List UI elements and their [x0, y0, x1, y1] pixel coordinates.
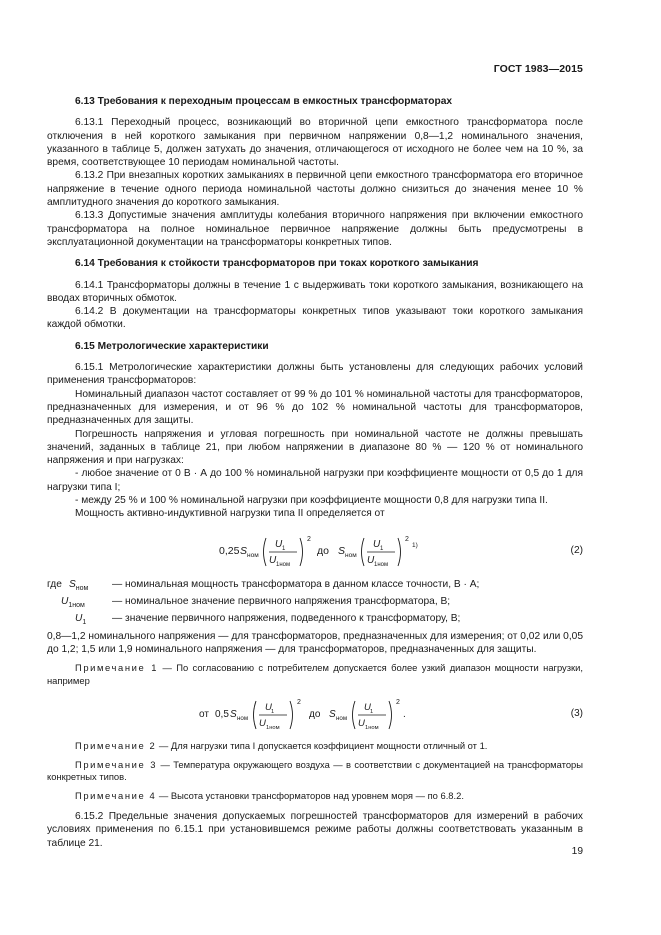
formula-3 — [47, 692, 583, 734]
page-number: 19 — [571, 846, 583, 857]
formula-2-conj: до — [317, 544, 329, 557]
formula-2-paren-left-1 — [264, 538, 267, 566]
formula-2-number: (2) — [570, 544, 583, 556]
section-6-13-title: 6.13 Требования к переходным процессам в емкостных трансформаторах — [75, 96, 453, 107]
formula-2 — [47, 528, 583, 572]
definition-u1 — [47, 612, 583, 629]
formula-2-exp-1: 2 — [307, 535, 311, 543]
note-3-label: Примечание 3 — [75, 758, 158, 770]
formula-2-u-den: U — [269, 554, 277, 566]
formula-2-u-den-2: U — [367, 554, 375, 566]
definition-s-nom — [47, 578, 583, 595]
formula-3-end: . — [403, 709, 406, 721]
paragraph-6-13-2: 6.13.2 При внезапных коротких замыканиях в первичной цепи емкостного трансформатора его вторичное напряжение в течение одного периода номинальной частоты должно снизиться до значения менее 10 % амплитудного значения до короткого замыкания. — [47, 170, 583, 209]
section-6-14-title: 6.14 Требования к стойкости трансформаторов при токах короткого замыкания — [75, 258, 479, 270]
paragraph-frequency-range: Номинальный диапазон частот составляет от 99 % до 101 % номинальной частоты для трансформаторов, предназначенных для измерения, и от 96 % до 102 % номинальной частоты для трансформаторов, предназначенных для защиты. — [47, 388, 583, 427]
formula-2-footnote: 1) — [412, 541, 418, 549]
formula-3-paren-left-1 — [254, 701, 257, 729]
formula-3-coef: 0,5 — [215, 709, 229, 721]
note-2 — [47, 740, 583, 753]
formula-2-u-num-2: U — [373, 538, 381, 550]
formula-3-u-den-sub: 1ном — [266, 725, 280, 732]
page-content — [47, 90, 583, 850]
formula-2-u-num: U — [275, 538, 283, 550]
paragraph-6-13-1: 6.13.1 Переходный процесс, возникающий во вторичной цепи емкостного трансформатора после отключения в ней короткого замыкания при первичном напряжении 0,8—1,2 номинального значения, указанного в таблице 5, должен затухать до значения, отличающегося от исходного не более чем на 10 %, за время, соответствующее 10 периодам номинальной частоты. — [47, 117, 583, 169]
formula-3-from: от — [199, 709, 209, 721]
formula-3-expression — [199, 692, 479, 734]
formula-3-u-den-sub-2: 1ном — [365, 725, 379, 732]
formula-3-s-sub: ном — [237, 715, 249, 723]
formula-2-u-den-sub-2: 1ном — [374, 561, 389, 568]
formula-3-number: (3) — [570, 708, 583, 720]
note-1-text: — По согласованию с потребителем допускается более узкий диапазон мощности нагрузки, например — [47, 662, 583, 686]
formula-definitions — [47, 578, 583, 657]
formula-2-u-num-sub: 1 — [282, 545, 286, 552]
formula-3-exp-2: 2 — [396, 699, 400, 707]
formula-2-exp-2: 2 — [405, 535, 409, 543]
formula-3-paren-right-1 — [290, 701, 293, 729]
formula-3-u-num: U — [265, 702, 272, 714]
formula-3-paren-right-2 — [389, 701, 392, 729]
formula-2-s-2: S — [338, 544, 346, 557]
note-3-text: — Температура окружающего воздуха — в соответствии с документацией на трансформаторы конкретных типов. — [47, 758, 583, 783]
note-2-label: Примечание 2 — [75, 740, 157, 752]
list-item-load-type-2: - между 25 % и 100 % номинальной нагрузки при коэффициенте мощности 0,8 для нагрузки типа II. — [75, 495, 548, 507]
formula-2-paren-right-2 — [398, 538, 401, 566]
note-2-text: — Для нагрузки типа I допускается коэффициент мощности отличный от 1. — [158, 740, 488, 752]
definitions-where: где — [47, 578, 62, 590]
formula-3-conj: до — [309, 709, 321, 721]
formula-2-paren-left-2 — [362, 538, 365, 566]
definition-text: — значение первичного напряжения, подведенного к трансформатору, В; — [112, 613, 461, 625]
paragraph-6-14-2: 6.14.2 В документации на трансформаторы конкретных типов указывают токи короткого замыкания каждой обмотки. — [47, 306, 583, 331]
note-4 — [47, 790, 583, 803]
note-1-label: Примечание 1 — [75, 662, 159, 674]
definition-symbol: $S_{ном}$ — [69, 578, 89, 592]
formula-2-coef: 0,25 — [219, 544, 240, 557]
formula-2-u-den-sub: 1ном — [276, 561, 291, 568]
formula-3-s-2: S — [329, 709, 336, 721]
definition-symbol: $U_{1ном}$ — [61, 595, 85, 609]
formula-3-u-num-2: U — [364, 702, 371, 714]
formula-3-paren-left-2 — [353, 701, 356, 729]
formula-2-s-sub: ном — [247, 551, 259, 559]
paragraph-6-14-1: 6.14.1 Трансформаторы должны в течение 1 с выдерживать токи короткого замыкания, возникающего на вводах вторичных обмоток. — [47, 279, 583, 304]
formula-2-u-num-sub-2: 1 — [380, 545, 384, 552]
paragraph-6-15-2: 6.15.2 Предельные значения допускаемых погрешностей трансформаторов для измерений в рабочих условиях применения по 6.15.1 при установившемся режиме работы должны соответствовать указанным в таблице 21. — [47, 811, 583, 849]
list-item-load-type-1: - любое значение от 0 В · А до 100 % номинальной нагрузки при коэффициенте мощности от 0,5 до 1 для нагрузки типа I; — [47, 468, 583, 493]
formula-2-paren-right-1 — [300, 538, 303, 566]
formula-3-u-num-sub: 1 — [271, 709, 275, 716]
paragraph-voltage-error: Погрешность напряжения и угловая погрешность при номинальной частоте не должны превышать значений, заданных в таблице 21, при любом напряжении в диапазоне 80 % — 120 % от номинального напряжения и при нагрузках: — [47, 428, 583, 467]
formula-2-expression — [219, 528, 479, 572]
definition-text: — номинальное значение первичного напряжения трансформатора, В; — [112, 595, 451, 607]
definition-symbol: $U_1$ — [75, 613, 87, 627]
definition-text: — номинальная мощность трансформатора в данном классе точности, В · А; — [112, 578, 480, 590]
formula-2-s: S — [240, 544, 248, 557]
formula-2-s-sub-2: ном — [345, 551, 357, 559]
definition-u1-nom — [47, 595, 583, 612]
formula-3-s: S — [230, 709, 237, 721]
formula-3-exp-1: 2 — [297, 699, 301, 707]
formula-3-u-num-sub-2: 1 — [370, 709, 374, 716]
formula-3-u-den-2: U — [358, 718, 365, 730]
paragraph-6-15-1: 6.15.1 Метрологические характеристики должны быть установлены для следующих рабочих условий применения трансформаторов: — [47, 362, 583, 387]
formula-3-u-den: U — [259, 718, 266, 730]
paragraph-load-power: Мощность активно-индуктивной нагрузки типа II определяется от — [75, 508, 385, 520]
note-3 — [47, 759, 583, 784]
standard-header: ГОСТ 1983—2015 — [493, 63, 583, 75]
note-4-label: Примечание 4 — [75, 789, 157, 801]
formula-3-s-sub-2: ном — [336, 715, 348, 723]
definitions-tail: 0,8—1,2 номинального напряжения — для трансформаторов, предназначенных для измерения; от 0,02 или 0,05 до 1,2; 1,5 или 1,9 номинального напряжения — для трансформаторов, предназначенных для защиты. — [47, 630, 583, 655]
paragraph-6-13-3: 6.13.3 Допустимые значения амплитуды колебания вторичного напряжения при включении емкостного трансформатора на полное номинальное первичное напряжение должны быть предусмотрены в эксплуатационной документации на трансформаторы конкретных типов. — [47, 210, 583, 248]
note-1 — [47, 662, 583, 687]
section-6-15-title: 6.15 Метрологические характеристики — [75, 340, 269, 352]
note-4-text: — Высота установки трансформаторов над уровнем моря — по 6.8.2. — [158, 789, 464, 801]
